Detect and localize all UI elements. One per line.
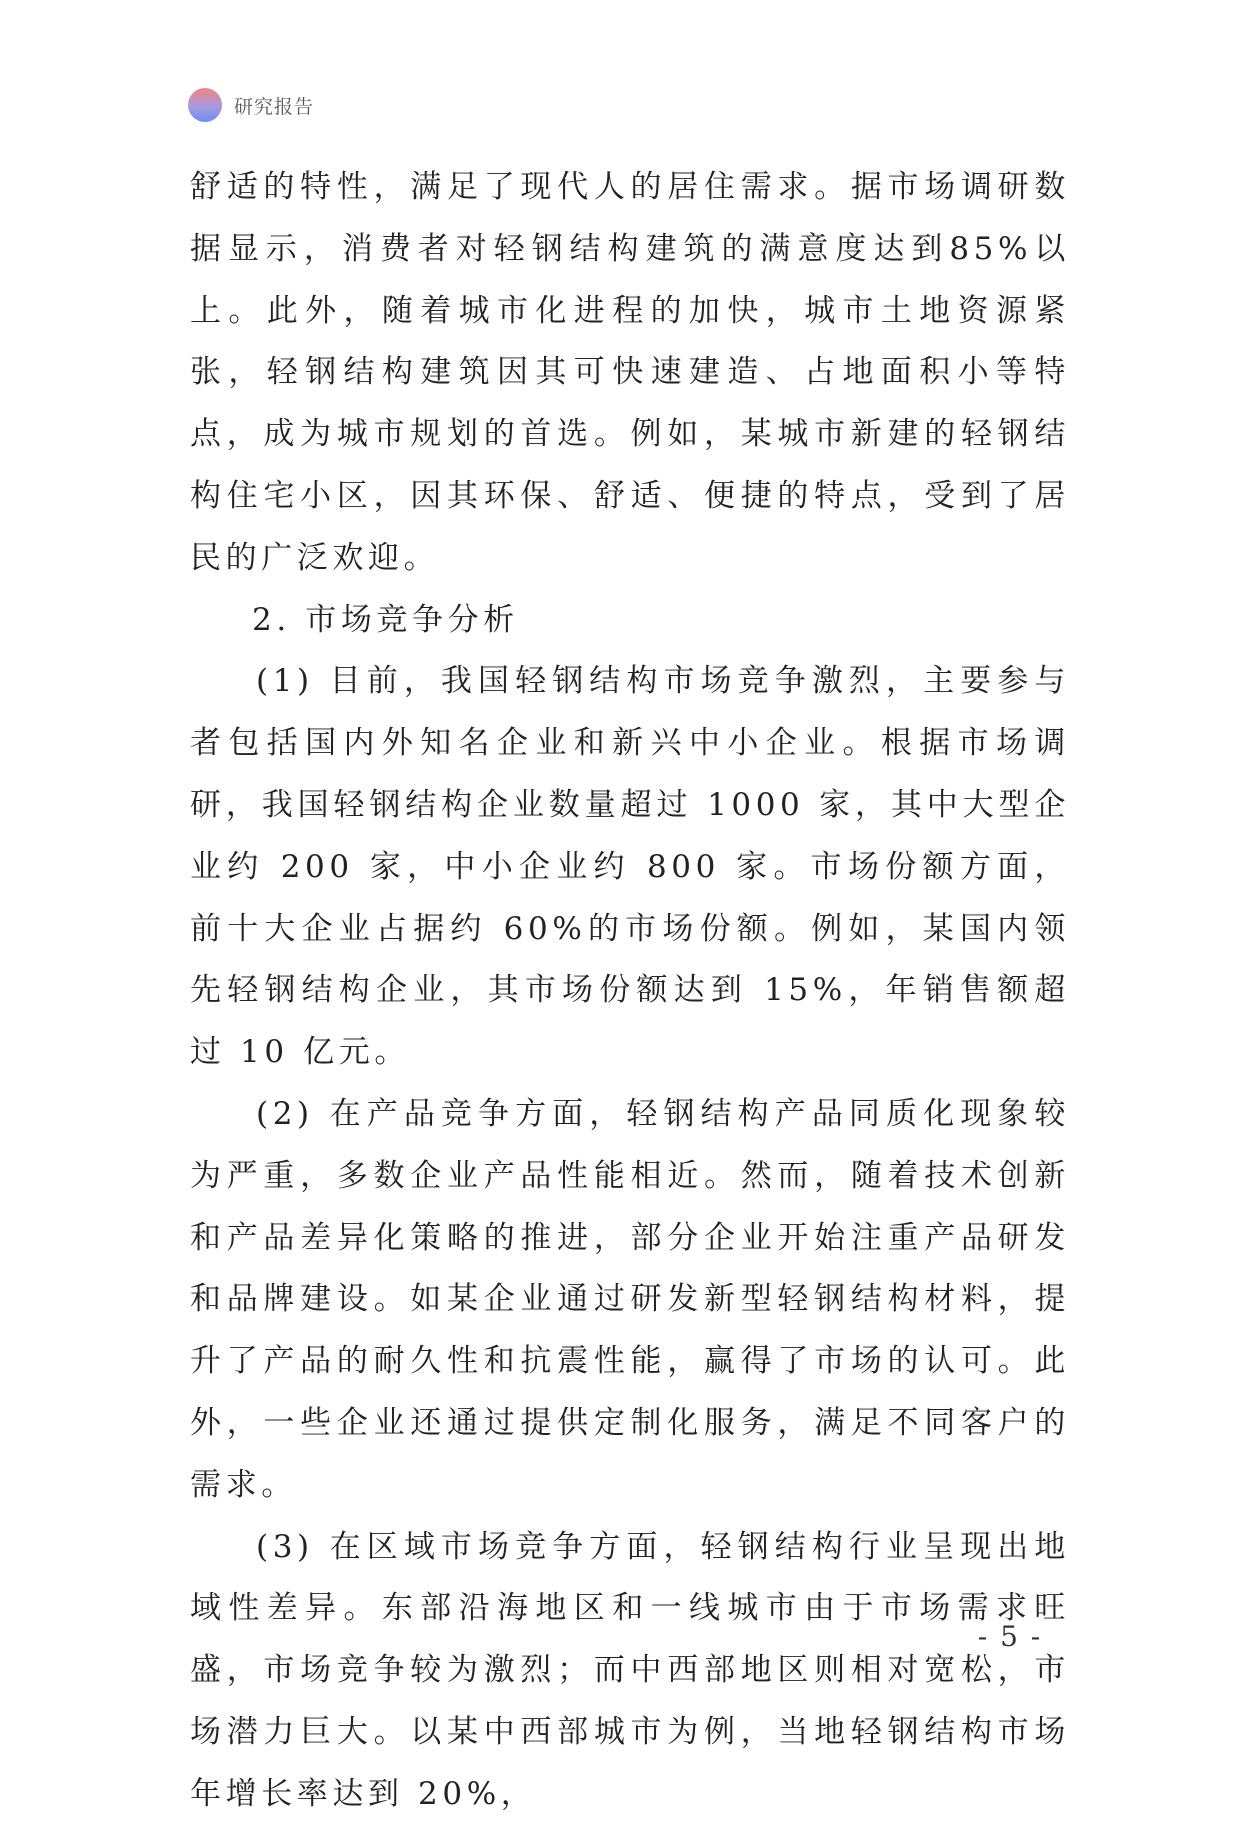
paragraph-competition-1: (1) 目前，我国轻钢结构市场竞争激烈，主要参与者包括国内外知名企业和新兴中小企业。根据市场调研，我国轻钢结构企业数量超过 1000 家，其中大型企业约 200 家，中小企业约 800 家。市场份额方面，前十大企业占据约 60%的市场份额。例如，某国内领先轻钢结构企业，其市场份额达到 15%，年销售额超过 10 亿元。: [190, 663, 1070, 1071]
report-logo-icon: [188, 88, 222, 122]
page-header: [188, 88, 314, 122]
section-heading: 2. 市场竞争分析: [252, 601, 519, 638]
paragraph-competition-2: (2) 在产品竞争方面，轻钢结构产品同质化现象较为严重，多数企业产品性能相近。然而，随着技术创新和产品差异化策略的推进，部分企业开始注重产品研发和品牌建设。如某企业通过研发新型轻钢结构材料，提升了产品的耐久性和抗震性能，赢得了市场的认可。此外，一些企业还通过提供定制化服务，满足不同客户的需求。: [190, 1095, 1070, 1503]
paragraph-competition-3: (3) 在区域市场竞争方面，轻钢结构行业呈现出地域性差异。东部沿海地区和一线城市由于市场需求旺盛，市场竞争较为激烈；而中西部地区则相对宽松，市场潜力巨大。以某中西部城市为例，当地轻钢结构市场年增长率达到 20%，: [190, 1528, 1070, 1812]
page-number: - 5 -: [977, 1620, 1043, 1653]
header-title: 研究报告: [234, 95, 315, 118]
paragraph-continuation: 舒适的特性，满足了现代人的居住需求。据市场调研数据显示，消费者对轻钢结构建筑的满意度达到85%以上。此外，随着城市化进程的加快，城市土地资源紧张，轻钢结构建筑因其可快速建造、占地面积小等特点，成为城市规划的首选。例如，某城市新建的轻钢结构住宅小区，因其环保、舒适、便捷的特点，受到了居民的广泛欢迎。: [190, 169, 1070, 576]
body-text: [190, 157, 1070, 1826]
